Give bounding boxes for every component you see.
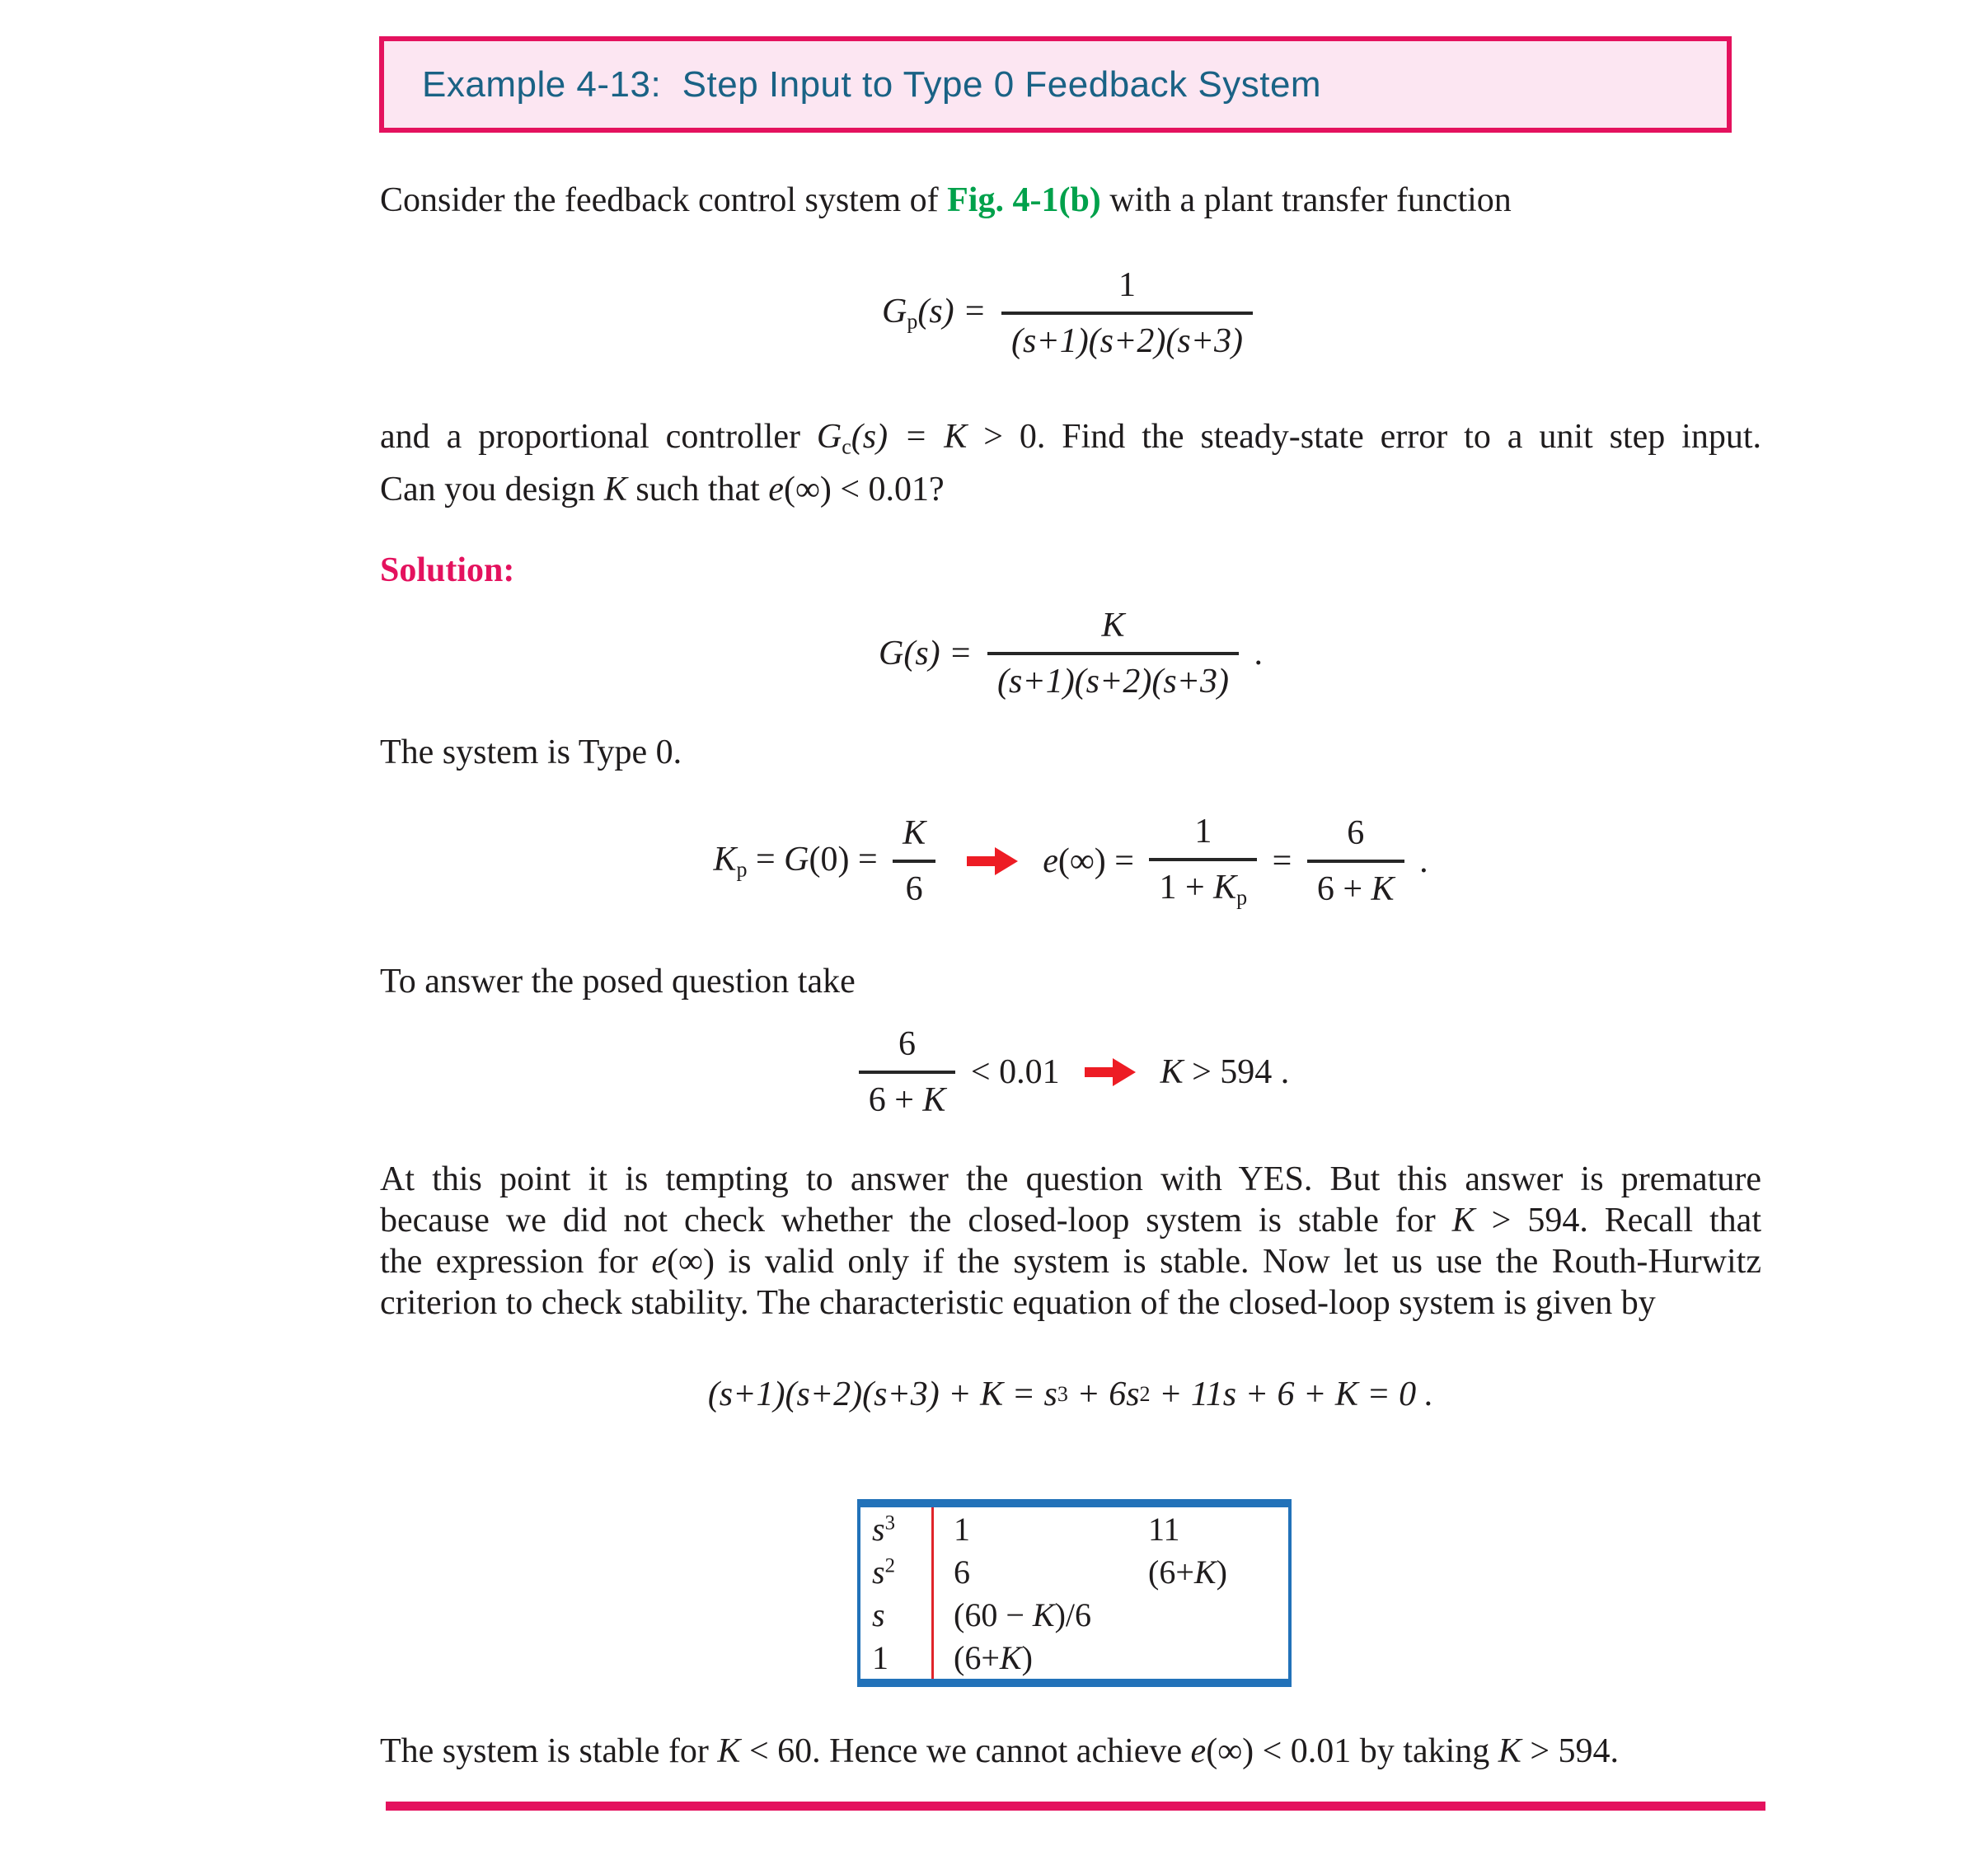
type0-sentence: The system is Type 0. (380, 733, 682, 771)
routh-cell: (60 − K)/6 (954, 1596, 1092, 1633)
stability-discussion-paragraph (380, 1159, 1761, 1324)
solution-heading: Solution: (380, 551, 515, 589)
example-title: Example 4-13: Step Input to Type 0 Feedback System (422, 63, 1322, 105)
fraction-numerator: K (1101, 607, 1125, 644)
fraction (893, 813, 935, 909)
routh-values (931, 1507, 1288, 1550)
routh-cell: 11 (1148, 1510, 1180, 1548)
intro-text-pre: Consider the feedback control system of (380, 181, 948, 219)
fraction-denominator: (s+1)(s+2)(s+3) (997, 663, 1229, 701)
intro-paragraph (380, 180, 1761, 221)
routh-cell: 1 (954, 1510, 970, 1548)
paragraph-line: criterion to check stability. The characteristic equation of the closed-loop system is given by (380, 1284, 1656, 1322)
routh-power-label: 1 (872, 1638, 889, 1676)
fraction-denominator: (s+1)(s+2)(s+3) (1011, 322, 1243, 360)
equation-position-error-constant (380, 812, 1761, 910)
equation-period: . (1410, 841, 1428, 880)
equation-period: . (1245, 635, 1263, 672)
fraction (987, 606, 1239, 701)
equation-lhs: $K_p = G(0)$ = (713, 841, 887, 882)
fraction-numerator: K (903, 813, 926, 852)
routh-power-label: s (872, 1596, 885, 1633)
fraction-denominator: 6 + K (1316, 869, 1395, 908)
fraction (859, 1024, 956, 1120)
paragraph-line: because we did not check whether the closed-loop system is stable for K > 594. Recall that (380, 1202, 1761, 1239)
paragraph-line: the expression for e(∞) is valid only if the system is stable. Now let us use the Routh-Hurwitz (380, 1243, 1761, 1281)
equation-lhs: G(s) = (879, 635, 982, 672)
equation-lhs: $G_p(s)$ = (881, 293, 996, 334)
paragraph-line: At this point it is tempting to answer the question with YES. But this answer is premature (380, 1160, 1761, 1198)
equation-characteristic: (s+1)(s+2)(s+3) + K = s 3 + 6s 2 + 11s + 6 + K = 0 . (707, 1375, 1434, 1413)
inequality-result: K > 594 . (1160, 1053, 1290, 1091)
routh-cell: 6 (954, 1553, 970, 1591)
routh-row-s1 (860, 1593, 1288, 1636)
fraction-denominator: 6 + K (868, 1081, 946, 1119)
inequality-comparison: < 0.01 (962, 1053, 1060, 1091)
take-sentence: To answer the posed question take (380, 963, 856, 1000)
controller-paragraph (380, 415, 1761, 512)
fraction (1307, 813, 1404, 909)
fraction-numerator: 6 (1347, 813, 1365, 852)
routh-values (931, 1636, 1288, 1679)
example-title-box (379, 36, 1732, 133)
intro-text-post: with a plant transfer function (1100, 181, 1512, 219)
fraction-numerator: 6 (898, 1025, 917, 1063)
equation-plant-transfer-function (380, 265, 1761, 361)
fraction (1001, 265, 1253, 361)
fraction-denominator: $1 + K_p$ (1159, 869, 1248, 910)
routh-row-s2 (860, 1550, 1288, 1593)
routh-cell: (6+K) (954, 1638, 1033, 1676)
implies-arrow-icon (1085, 1058, 1136, 1086)
fraction-numerator: 1 (1194, 813, 1212, 851)
fraction-denominator: 6 (905, 869, 923, 908)
equals-sign: = (1264, 841, 1301, 880)
equation-rhs-lead: e(∞) = (1043, 841, 1143, 880)
routh-power-label: $s^3$ (872, 1510, 895, 1548)
routh-row-s3 (860, 1507, 1288, 1550)
routh-table (857, 1499, 1292, 1687)
routh-row-s0 (860, 1636, 1288, 1679)
routh-values (931, 1550, 1288, 1593)
routh-power-label: $s^2$ (872, 1553, 895, 1591)
controller-paragraph-line1: and a proportional controller $G_c(s) = K > 0$. Find the steady-state error to a unit step input. (380, 418, 1761, 459)
fraction-numerator: 1 (1118, 266, 1136, 304)
conclusion-sentence: The system is stable for K < 60. Hence we cannot achieve e(∞) < 0.01 by taking K > 594. (380, 1732, 1619, 1770)
equation-design-inequality (380, 1024, 1761, 1120)
equation-open-loop (380, 606, 1761, 701)
fraction (1149, 812, 1257, 910)
controller-paragraph-line2: Can you design K such that e(∞) < 0.01? (380, 471, 945, 509)
figure-reference-link[interactable]: Fig. 4-1(b) (947, 181, 1101, 219)
routh-values (931, 1593, 1288, 1636)
bottom-rule (386, 1802, 1765, 1811)
routh-cell: (6+K) (1148, 1553, 1227, 1591)
implies-arrow-icon (967, 847, 1018, 875)
